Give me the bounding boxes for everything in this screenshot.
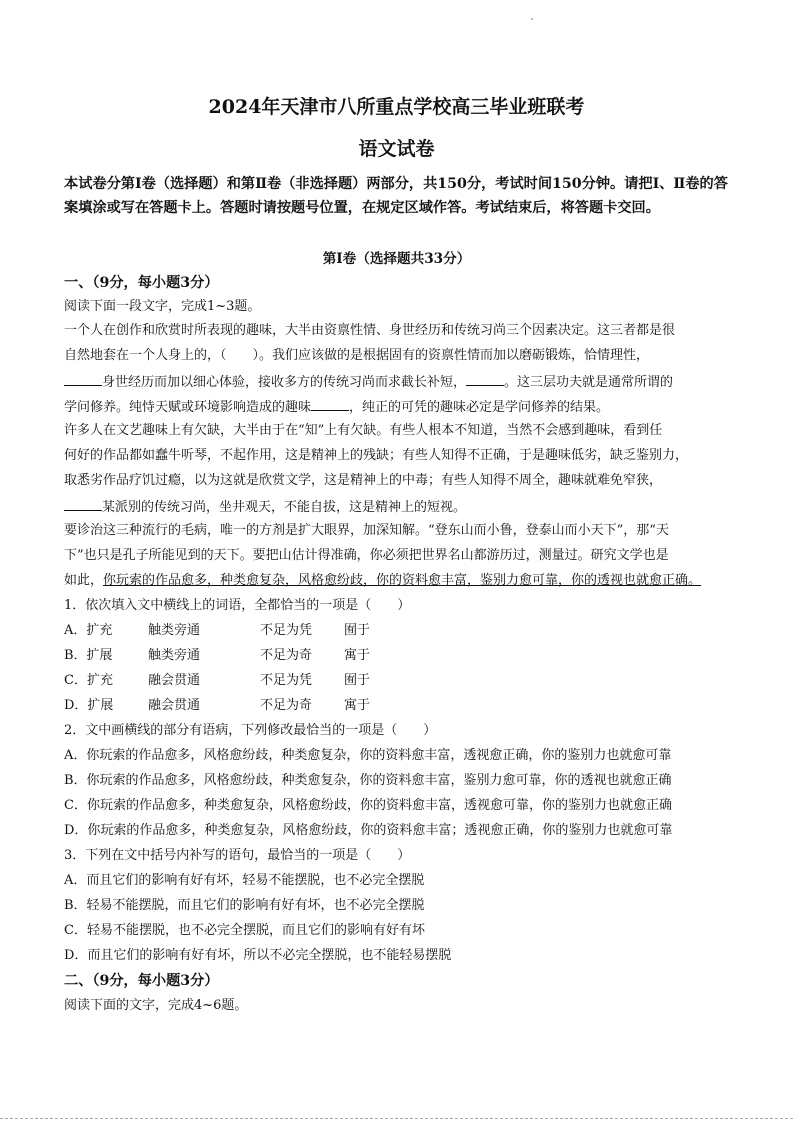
fill-blank	[466, 372, 504, 386]
option-col1: 融会贯通	[148, 698, 201, 713]
q3-option-d: D．而且它们的影响有好有坏，所以不必完全摆脱，也不能轻易摆脱	[64, 948, 452, 963]
section2-heading: 二、（9分，每小题3分）	[64, 973, 219, 989]
option-col3: 囿于	[344, 673, 371, 688]
passage-text: 。这三层功夫就是通常所谓的	[504, 375, 674, 390]
q2-option-d: D．你玩索的作品愈多，种类愈复杂，风格愈纷歧，你的资料愈丰富；透视愈正确，你的鉴别力也就愈可靠	[64, 823, 673, 838]
q3-option-b: B．轻易不能摆脱，而且它们的影响有好有坏，也不必完全摆脱	[64, 898, 425, 913]
passage-text: 某派别的传统习尚，坐井观天，不能自拔，这是精神上的短视。	[102, 500, 467, 515]
passage-line	[64, 372, 673, 392]
q2-option-a: A．你玩索的作品愈多，风格愈纷歧，种类愈复杂，你的资料愈丰富，透视愈正确，你的鉴别力也就愈可靠	[64, 748, 672, 763]
fill-blank	[64, 372, 102, 386]
passage-line: 下”也只是孔子所能见到的天下。要把山估计得准确，你必须把世界名山都游历过，测量过。研究文学也是	[64, 548, 669, 563]
option-col2: 不足为凭	[260, 673, 313, 688]
option-col3: 寓于	[344, 698, 371, 713]
option-label: B．扩展	[64, 648, 113, 663]
passage-text: ，纯正的可凭的趣味必定是学问修养的结果。	[349, 400, 610, 415]
passage-line: 一个人在创作和欣赏时所表现的趣味，大半由资禀性情、身世经历和传统习尚三个因素决定。这三者都是很	[64, 323, 676, 338]
exam-instructions: 本试卷分第Ⅰ卷（选择题）和第Ⅱ卷（非选择题）两部分，共150分，考试时间150分钟。请把Ⅰ、Ⅱ卷的答案填涂或写在答题卡上。答题时请按题号位置，在规定区域作答。考试结束后，将答题卡交回。	[64, 176, 728, 216]
question-1-stem: 1．依次填入文中横线上的词语，全都恰当的一项是（ ）	[64, 598, 411, 613]
option-col3: 囿于	[344, 623, 371, 638]
option-col2: 不足为奇	[260, 698, 313, 713]
fill-blank	[311, 397, 349, 411]
passage-text: 学问修养。纯恃天赋或环境影响造成的趣味	[64, 400, 312, 415]
section1-heading: 一、（9分，每小题3分）	[64, 275, 219, 291]
passage-line	[64, 397, 609, 417]
section2-intro: 阅读下面的文字，完成4~6题。	[64, 998, 248, 1013]
q3-option-c: C．轻易不能摆脱，也不必完全摆脱，而且它们的影响有好有坏	[64, 923, 425, 938]
question-2-stem: 2．文中画横线的部分有语病，下列修改最恰当的一项是（ ）	[64, 723, 437, 738]
option-col1: 融会贯通	[148, 673, 201, 688]
exam-subtitle: 语文试卷	[358, 138, 435, 160]
passage-line	[64, 497, 466, 517]
q2-option-b: B．你玩索的作品愈多，风格愈纷歧，种类愈复杂，你的资料愈丰富，鉴别力愈可靠，你的透视也就愈正确	[64, 773, 672, 788]
fill-blank	[64, 497, 102, 511]
q3-option-a: A．而且它们的影响有好有坏，轻易不能摆脱，也不必完全摆脱	[64, 873, 425, 888]
option-col2: 不足为奇	[260, 648, 313, 663]
scan-speck	[531, 18, 533, 20]
option-label: D．扩展	[64, 698, 114, 713]
passage-line: 取悉劣作品疗饥过瘾，以为这就是欣赏文学，这是精神上的中毒；有些人知得不周全，趣味就难免窄狭，	[64, 473, 663, 488]
option-col1: 触类旁通	[148, 648, 201, 663]
passage-line	[64, 572, 701, 590]
page-bottom-divider	[0, 1118, 793, 1119]
passage-line: 要诊治这三种流行的毛病，唯一的方剂是扩大眼界，加深知解。“登东山而小鲁，登泰山而小天下”，那“天	[64, 523, 669, 538]
option-label: A．扩充	[64, 623, 113, 638]
section1-intro: 阅读下面一段文字，完成1~3题。	[64, 299, 261, 314]
passage-line: 自然地套在一个人身上的，（ ）。我们应该做的是根据固有的资禀性情而加以磨砺锻炼，恰情理性，	[64, 348, 650, 363]
q2-option-c: C．你玩索的作品愈多，种类愈复杂，风格愈纷歧，你的资料愈丰富，透视愈可靠，你的鉴别力也就愈正确	[64, 798, 672, 813]
passage-line: 何好的作品都如蠢牛听琴，不起作用，这是精神上的残缺；有些人知得不正确，于是趣味低劣，缺乏鉴别力，	[64, 448, 689, 463]
exam-title: 2024年天津市八所重点学校高三毕业班联考	[208, 96, 585, 118]
underlined-sentence: 你玩索的作品愈多，种类愈复杂，风格愈纷歧，你的资料愈丰富，鉴别力愈可靠，你的透视也就愈正确。	[103, 573, 702, 588]
question-3-stem: 3．下列在文中括号内补写的语句，最恰当的一项是（ ）	[64, 848, 411, 863]
passage-line: 许多人在文艺趣味上有欠缺，大半由于在“知”上有欠缺。有些人根本不知道，当然不会感到趣味，看到任	[64, 423, 663, 438]
passage-text: 身世经历而加以细心体验，接收多方的传统习尚而求截长补短，	[102, 375, 467, 390]
option-col1: 触类旁通	[148, 623, 201, 638]
option-col3: 寓于	[344, 648, 371, 663]
option-col2: 不足为凭	[260, 623, 313, 638]
passage-text: 如此，	[64, 573, 104, 588]
option-label: C．扩充	[64, 673, 113, 688]
part1-heading: 第Ⅰ卷（选择题共33分）	[322, 251, 471, 267]
